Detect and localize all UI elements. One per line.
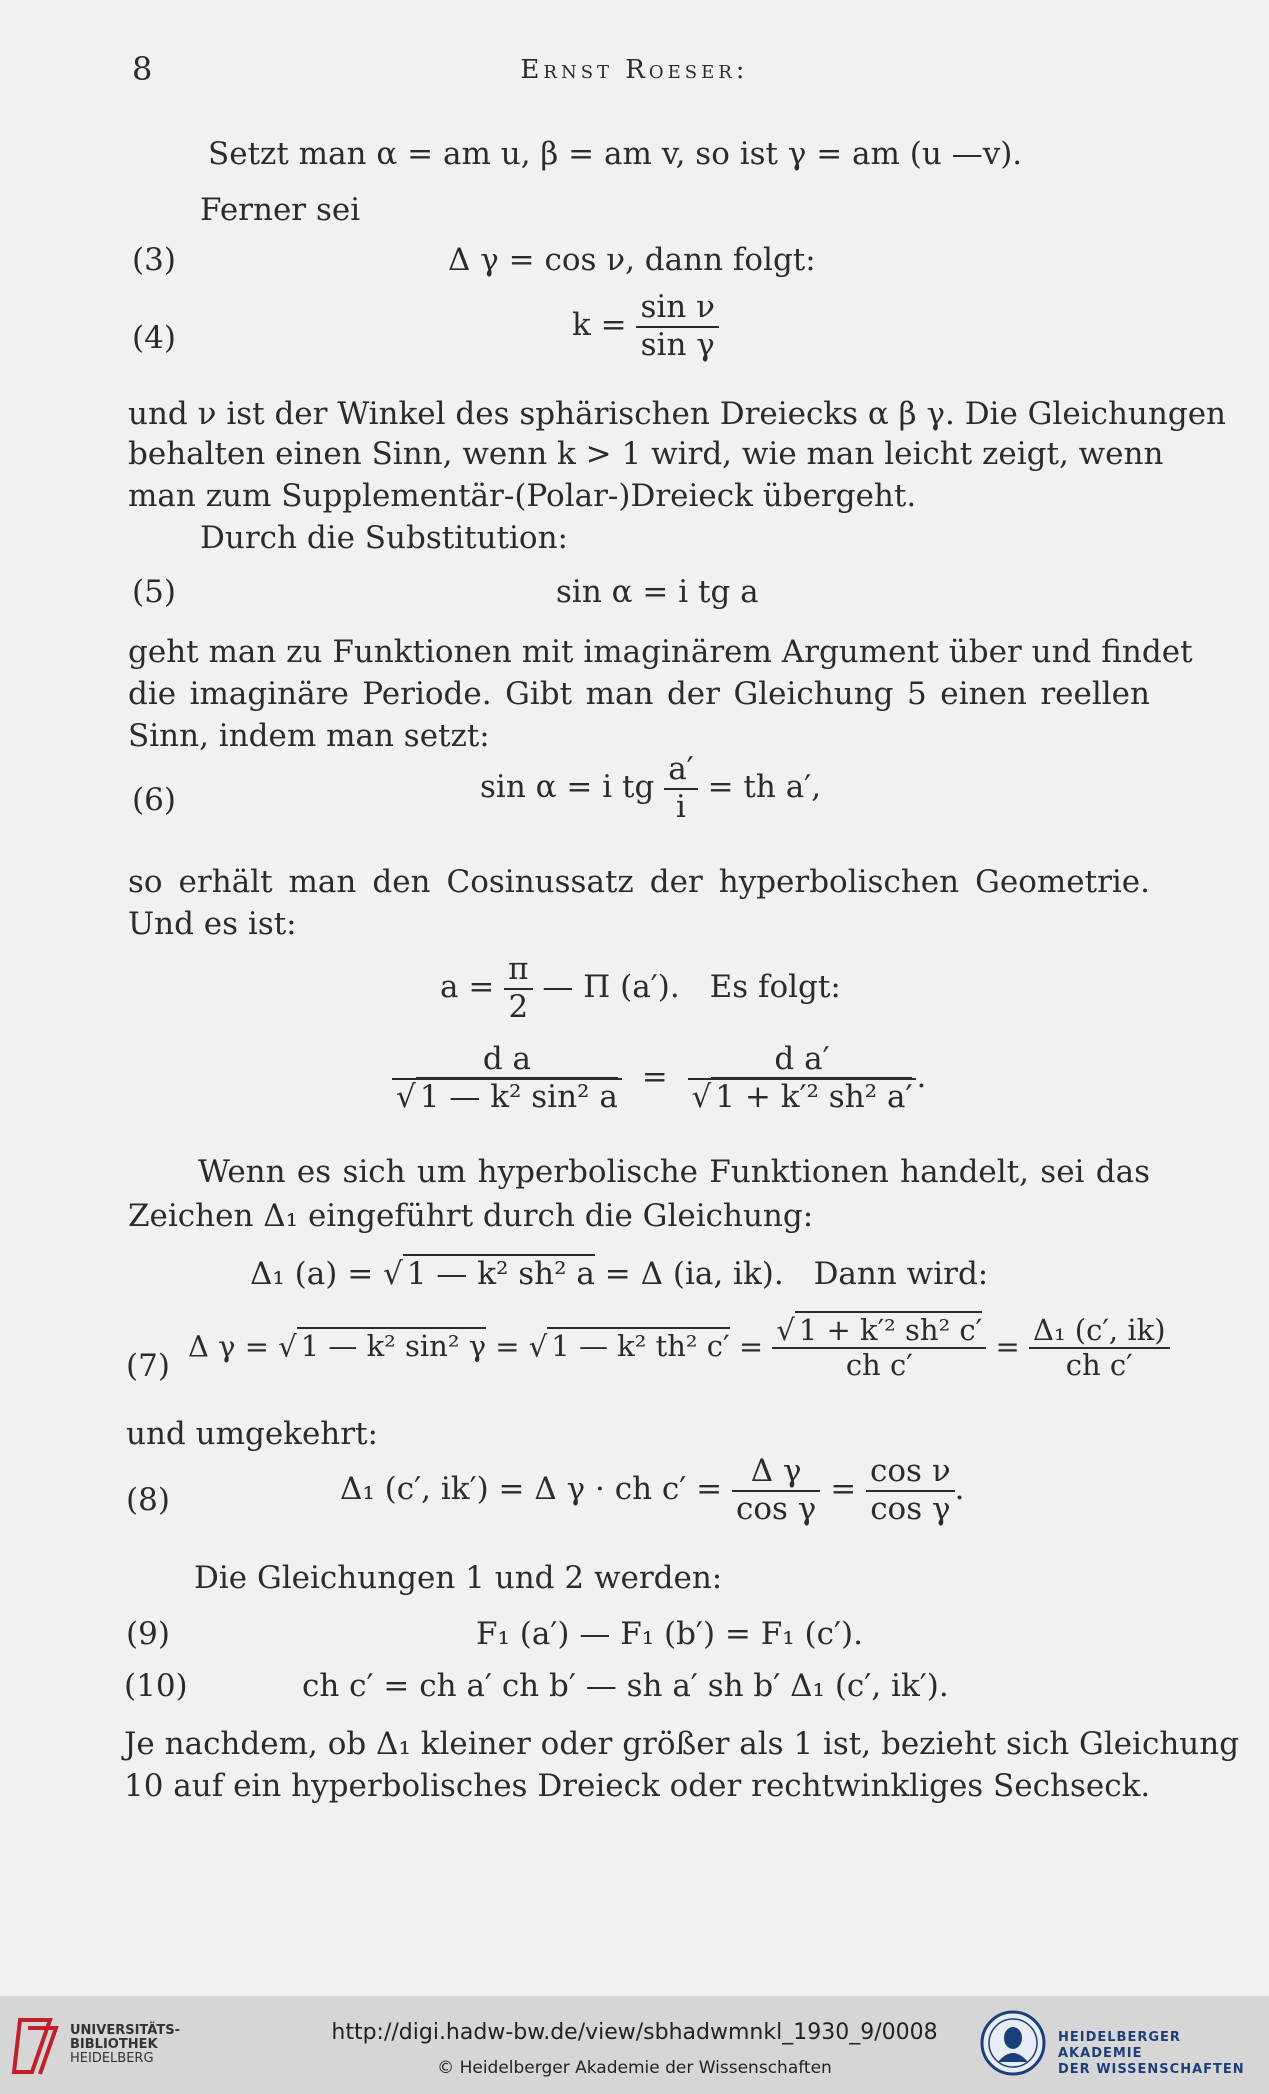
denominator: 2 [508,988,529,1025]
denominator: cos γ [870,1490,951,1527]
equation-4 [572,290,719,363]
text-line: Und es ist: [128,906,297,942]
text-line: Ferner sei [200,192,361,228]
equation-10: ch c′ = ch a′ ch b′ — sh a′ sh b′ Δ₁ (c′, ik′). [302,1668,949,1704]
equation-a [440,952,841,1025]
eq-text: = [495,1329,520,1364]
text-line: Die Gleichungen 1 und 2 werden: [194,1560,723,1596]
eq-text: Δ₁ (a) = [250,1256,374,1292]
fraction [392,1042,622,1115]
denominator: cos γ [736,1490,817,1527]
equation-6 [480,752,821,825]
eq-text: = Δ (ia, ik). [604,1256,784,1292]
eq-text: Dann wird: [813,1256,989,1292]
numerator: a′ [664,752,698,790]
logo-text: BIBLIOTHEK [70,2037,158,2052]
fraction [732,1454,820,1527]
eq-text: = [830,1471,857,1508]
equation-number: (9) [126,1616,170,1652]
root: 1 — k² sin² a [416,1077,618,1115]
eq-text: = th a′, [707,769,822,806]
fraction [664,752,698,825]
text-line: man zum Supplementär-(Polar-)Dreieck übergeht. [128,478,917,514]
logo-text: UNIVERSITÄTS- [70,2023,180,2038]
equation-number: (5) [132,574,176,610]
text-line: Zeichen Δ₁ eingeführt durch die Gleichung: [128,1198,814,1234]
eq-text: Δ₁ (c′, ik′) = Δ γ · ch c′ = [340,1471,723,1508]
numerator: d a [392,1042,622,1080]
equation-7: Δ γ = √ 1 — k² sin² γ = √ 1 — k² th² c′ = $\frac{\text{√ 1 + k′² sh² c′}}{\text{ch c′}}$ = $\frac{\text{Δ₁ (c′, ik)}}{\text{ch c′}}$ [188,1314,1170,1383]
root: 1 + k′² sh² a′ [711,1077,912,1115]
fraction [636,290,719,363]
denominator: √ 1 + k′² sh² a′ [691,1078,913,1115]
academy-name [1058,2030,1269,2078]
denominator: i [676,788,686,825]
fraction [1029,1314,1170,1383]
denominator: sin γ [640,326,715,363]
fraction [504,952,532,1025]
equation-number: (7) [126,1348,170,1384]
text-line: Durch die Substitution: [200,520,568,556]
root: 1 — k² sin² γ [297,1327,486,1363]
eq-text: a = [440,969,495,1006]
fraction [866,1454,955,1527]
numerator: sin ν [636,290,719,328]
eq-text: = [738,1329,764,1364]
root: 1 + k′² sh² c′ [795,1311,982,1347]
page-number: 8 [132,50,153,88]
numerator: Δ γ [732,1454,820,1492]
equation-5: sin α = i tg a [556,574,759,610]
text-line: die imaginäre Periode. Gibt man der Gleichung 5 einen reellen [128,676,1150,712]
eq-text: k = [572,307,627,344]
running-head: Ernst Roeser: [520,55,749,85]
text-line: und ν ist der Winkel des sphärischen Dreiecks α β γ. Die Gleichungen [128,396,1227,432]
footer-bar [0,1996,1269,2094]
numerator: d a′ [688,1042,917,1080]
equation-9: F₁ (a′) — F₁ (b′) = F₁ (c′). [476,1616,863,1652]
text-line: Setzt man α = am u, β = am v, so ist γ = am (u —v). [208,136,1023,172]
eq-text: Δ γ = [188,1329,270,1364]
logo-text: HEIDELBERG [70,2051,154,2066]
equation-3: Δ γ = cos ν, dann folgt: [448,242,816,278]
eq-text: — Π (a′). [542,969,680,1006]
text-line: so erhält man den Cosinussatz der hyperbolischen Geometrie. [128,864,1150,900]
eq-text: Es folgt: [709,969,841,1006]
denominator: ch c′ [1065,1348,1133,1383]
text-line: Wenn es sich um hyperbolische Funktionen handelt, sei das [198,1154,1150,1190]
copyright-notice: © Heidelberger Akademie der Wissenschaften [437,2058,832,2078]
numerator: π [504,952,532,990]
logo-text: HEIDELBERGER AKADEMIE [1058,2030,1181,2061]
fraction [772,1314,986,1383]
root: 1 — k² sh² a [403,1254,595,1292]
eq-text: = [995,1329,1020,1364]
equation-c: Δ₁ (a) = √ 1 — k² sh² a = Δ (ia, ik). Dann wird: [250,1256,989,1292]
text-line: Je nachdem, ob Δ₁ kleiner oder größer als 1 ist, bezieht sich Gleichung [124,1726,1240,1762]
text-line: geht man zu Funktionen mit imaginärem Argument über und findet [128,634,1193,670]
text-line: Sinn, indem man setzt: [128,718,490,754]
text-line: und umgekehrt: [126,1416,378,1452]
eq-text: sin α = i tg [480,769,655,806]
root: 1 — k² th² c′ [547,1327,729,1363]
equation-8: Δ₁ (c′, ik′) = Δ γ · ch c′ = $\frac{\text{Δ γ}}{\text{cos γ}}$ = $\frac{\text{cos ν}}{\text{cos γ}}$ . [340,1453,965,1527]
eq-text: = [641,1059,668,1096]
equation-number: (10) [124,1668,188,1704]
denominator: ch c′ [845,1348,913,1383]
equation-number: (6) [132,782,176,818]
logo-text: DER WISSENSCHAFTEN [1058,2062,1245,2077]
denominator: √ 1 — k² sin² a [396,1078,618,1115]
text-line: behalten einen Sinn, wenn k > 1 wird, wie man leicht zeigt, wenn [128,436,1164,472]
equation-number: (8) [126,1482,170,1518]
source-url[interactable]: http://digi.hadw-bw.de/view/sbhadwmnkl_1930_9/0008 [331,2020,938,2045]
numerator: √ 1 + k′² sh² c′ [772,1314,986,1349]
numerator: Δ₁ (c′, ik) [1029,1314,1170,1349]
academy-seal-icon [980,2010,1046,2080]
equation-number: (4) [132,320,176,356]
text-line: 10 auf ein hyperbolisches Dreieck oder rechtwinkliges Sechseck. [124,1768,1151,1804]
fraction [688,1042,917,1115]
numerator: cos ν [866,1454,955,1492]
equation-b: $\frac{\text{d a}}{\text{√ 1 — k² sin² a}}$ = $\frac{\text{d a′}}{\text{√ 1 + k′² sh² a′}}$ . [392,1042,926,1115]
equation-number: (3) [132,242,176,278]
